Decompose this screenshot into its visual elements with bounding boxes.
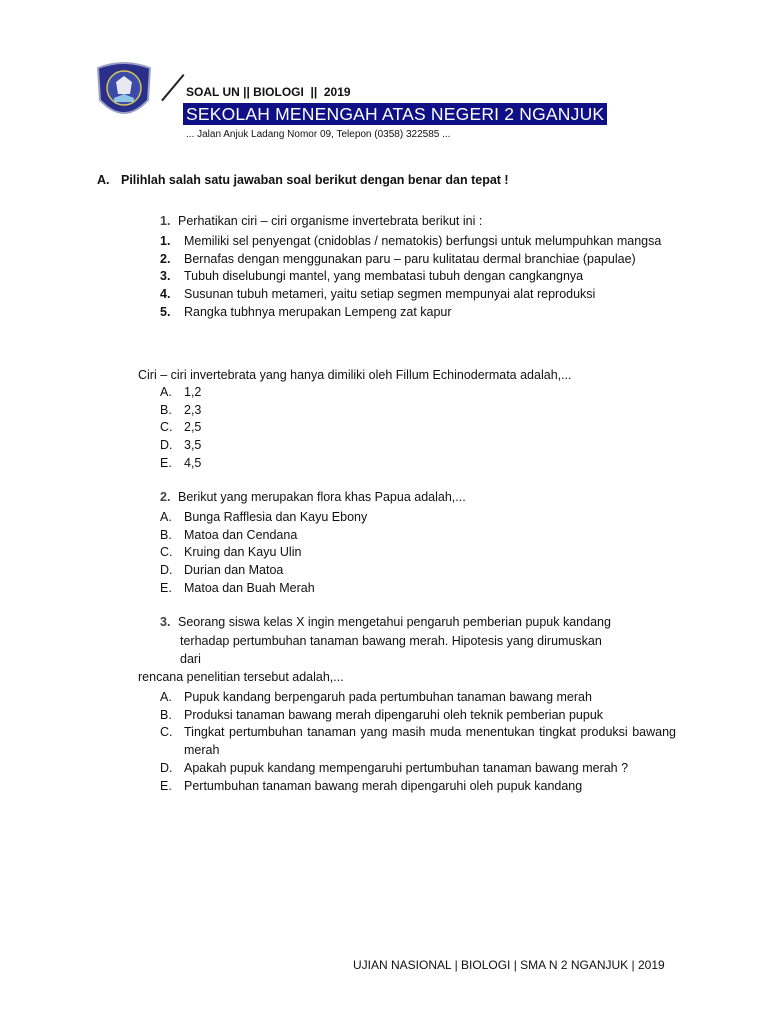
list-item (160, 268, 676, 286)
item-text: Bunga Rafflesia dan Kayu Ebony (184, 510, 368, 524)
item-number: 3. (160, 269, 171, 284)
item-number: E. (160, 778, 172, 793)
question-text: Perhatikan ciri – ciri organisme invertebrata berikut ini : (178, 214, 483, 228)
list-item (160, 402, 460, 420)
item-number: D. (160, 760, 173, 775)
list-item (160, 544, 676, 562)
item-number: C. (160, 725, 173, 740)
item-number: 5. (160, 304, 171, 319)
item-number: B. (160, 402, 172, 417)
list-item (160, 527, 676, 545)
item-text: Bernafas dengan menggunakan paru – paru kulitatau dermal branchiae (papulae) (184, 251, 636, 266)
list-item (160, 384, 460, 402)
item-text: Susunan tubuh metameri, yaitu setiap segmen mempunyai alat reproduksi (184, 287, 596, 302)
item-number: B. (160, 527, 172, 542)
item-number: E. (160, 455, 172, 470)
section-letter: A. (97, 173, 110, 187)
q2-options (160, 509, 676, 598)
item-text: Produksi tanaman bawang merah dipengaruhi oleh teknik pemberian pupuk (184, 707, 604, 722)
school-logo (94, 60, 154, 124)
question-number: 1. (160, 214, 171, 228)
question-number: 3. (160, 615, 171, 629)
header-title: SOAL UN || BIOLOGI || 2019 (186, 85, 351, 99)
list-item (160, 509, 676, 527)
item-text: Pertumbuhan tanaman bawang merah dipengaruhi oleh pupuk kandang (184, 778, 583, 793)
item-number: D. (160, 438, 173, 453)
item-text: 2,3 (184, 402, 202, 417)
item-number: E. (160, 580, 172, 595)
list-item (160, 233, 676, 251)
list-item (160, 286, 676, 304)
item-number: C. (160, 420, 173, 435)
list-item (160, 251, 676, 269)
q1-statement-list (160, 233, 676, 322)
question-number: 2. (160, 490, 171, 504)
list-item (160, 580, 676, 598)
question-2 (160, 490, 466, 504)
list-item (160, 724, 676, 759)
item-number: A. (160, 385, 172, 399)
question-text-line3: dari (180, 652, 201, 666)
list-item (160, 304, 676, 322)
item-number: 1. (160, 234, 171, 248)
item-text: Tingkat pertumbuhan tanaman yang masih muda menentukan tingkat produksi bawang merah (184, 725, 676, 758)
item-number: 4. (160, 287, 171, 302)
question-text-line2: terhadap pertumbuhan tanaman bawang merah. Hipotesis yang dirumuskan (180, 634, 602, 648)
item-text: Pupuk kandang berpengaruh pada pertumbuhan tanaman bawang merah (184, 690, 592, 704)
item-text: Matoa dan Cendana (184, 527, 298, 542)
page-footer: UJIAN NASIONAL | BIOLOGI | SMA N 2 NGANJUK | 2019 (353, 958, 665, 972)
item-text: Kruing dan Kayu Ulin (184, 545, 302, 560)
question-text-line4: rencana penelitian tersebut adalah,... (138, 670, 344, 684)
header-divider (161, 74, 184, 101)
list-item (160, 419, 460, 437)
school-address: ... Jalan Anjuk Ladang Nomor 09, Telepon (0358) 322585 ... (186, 129, 451, 140)
item-number: B. (160, 707, 172, 722)
question-3 (160, 615, 611, 629)
item-text: Apakah pupuk kandang mempengaruhi pertumbuhan tanaman bawang merah ? (184, 760, 629, 775)
question-text: Berikut yang merupakan flora khas Papua adalah,... (178, 490, 466, 504)
item-text: Matoa dan Buah Merah (184, 580, 315, 595)
q1-options (160, 384, 460, 473)
item-text: 2,5 (184, 420, 202, 435)
question-text: Seorang siswa kelas X ingin mengetahui pengaruh pemberian pupuk kandang (178, 615, 611, 629)
list-item (160, 689, 676, 707)
section-instruction (97, 173, 509, 187)
list-item (160, 562, 676, 580)
item-text: 1,2 (184, 385, 202, 399)
item-number: A. (160, 510, 172, 524)
list-item (160, 455, 460, 473)
instruction-text: Pilihlah salah satu jawaban soal berikut dengan benar dan tepat ! (121, 173, 509, 187)
q1-question: Ciri – ciri invertebrata yang hanya dimiliki oleh Fillum Echinodermata adalah,... (138, 368, 572, 382)
school-name-banner: SEKOLAH MENENGAH ATAS NEGERI 2 NGANJUK (183, 103, 607, 125)
q3-options (160, 689, 676, 795)
item-number: 2. (160, 251, 171, 266)
item-text: 4,5 (184, 455, 202, 470)
list-item (160, 707, 676, 725)
item-number: D. (160, 563, 173, 578)
list-item (160, 437, 460, 455)
item-text: Tubuh diselubungi mantel, yang membatasi tubuh dengan cangkangnya (184, 269, 584, 284)
list-item (160, 760, 676, 778)
item-text: Durian dan Matoa (184, 563, 284, 578)
item-number: C. (160, 545, 173, 560)
item-text: 3,5 (184, 438, 202, 453)
item-text: Rangka tubhnya merupakan Lempeng zat kapur (184, 304, 452, 319)
question-1 (160, 214, 482, 228)
list-item (160, 778, 676, 796)
item-number: A. (160, 690, 172, 704)
item-text: Memiliki sel penyengat (cnidoblas / nematokis) berfungsi untuk melumpuhkan mangsa (184, 234, 662, 248)
